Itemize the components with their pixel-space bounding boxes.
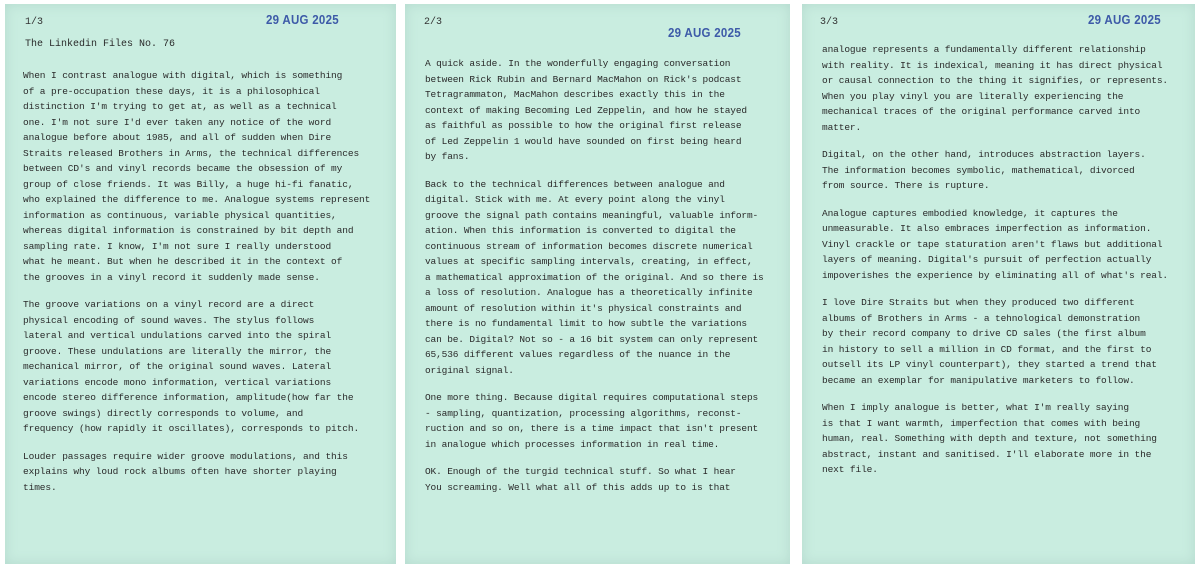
text-line: groove swings) directly corresponds to volume, and bbox=[23, 407, 304, 419]
date-stamp: 29 AUG 2025 bbox=[1088, 13, 1161, 27]
paragraph bbox=[23, 297, 370, 437]
page-number: 2/3 bbox=[424, 17, 443, 28]
text-line: variations encode mono information, vertical variations bbox=[23, 376, 332, 388]
text-line: analogue before about 1985, and all of sudden when Dire bbox=[23, 132, 332, 143]
page-number: 1/3 bbox=[25, 17, 44, 28]
page-body bbox=[822, 42, 1168, 490]
text-line: When I imply analogue is better, what I'm really saying bbox=[822, 402, 1129, 413]
text-line: mechanical mirror, of the original sound waves. Lateral bbox=[23, 361, 332, 372]
text-line: 65,536 different values regardless of the nuance in the bbox=[425, 349, 731, 360]
text-line: one. I'm not sure I'd ever taken any notice of the word bbox=[23, 116, 332, 128]
text-line: abstract, instant and sanitised. I'll elaborate more in the bbox=[822, 448, 1152, 460]
text-line: I love Dire Straits but when they produced two different bbox=[822, 297, 1135, 308]
text-line: is that I want warmth, imperfection that comes with being bbox=[822, 417, 1141, 429]
text-line: ation. When this information is converted to digital the bbox=[425, 225, 736, 236]
text-line: Tetragrammaton, MacMahon describes exactly this in the bbox=[425, 89, 725, 100]
text-line: group of close friends. It was Billy, a huge hi-fi fanatic, bbox=[23, 178, 354, 190]
text-line: Digital, on the other hand, introduces abstraction layers. bbox=[822, 149, 1146, 160]
text-line: OK. Enough of the turgid technical stuff. So what I hear bbox=[425, 466, 736, 477]
text-line: human, real. Something with depth and texture, not something bbox=[822, 433, 1157, 444]
paragraph bbox=[425, 464, 764, 495]
text-line: whereas digital information is constrained by bit depth and bbox=[23, 225, 354, 236]
text-line: Back to the technical differences between analogue and bbox=[425, 178, 725, 190]
text-line: When you play vinyl you are literally experiencing the bbox=[822, 90, 1124, 102]
text-line: groove the signal path contains meaningful, valuable inform- bbox=[425, 209, 759, 221]
text-line: The groove variations on a vinyl record are a direct bbox=[23, 299, 315, 310]
paragraph bbox=[425, 390, 764, 452]
text-line: in analogue which processes information in real time. bbox=[425, 438, 720, 450]
text-line: of Led Zeppelin 1 would have sounded on first being heard bbox=[425, 135, 742, 147]
text-line: physical encoding of sound waves. The stylus follows bbox=[23, 314, 315, 326]
text-line: distinction I'm trying to get at, as well as a technical bbox=[23, 101, 337, 112]
document-title: The Linkedin Files No. 76 bbox=[25, 39, 176, 50]
text-line: a mathematical approximation of the original. And so there is bbox=[425, 271, 764, 283]
paragraph bbox=[822, 147, 1168, 194]
text-line: Straits released Brothers in Arms, the technical differences bbox=[23, 147, 360, 159]
text-line: context of making Becoming Led Zeppelin, and how he stayed bbox=[425, 104, 747, 116]
typed-page-1 bbox=[5, 4, 396, 564]
text-line: as faithful as possible to how the original first release bbox=[425, 120, 742, 131]
text-line: albums of Brothers in Arms - a tehnological demonstration bbox=[822, 312, 1141, 324]
text-line: matter. bbox=[822, 121, 862, 133]
text-line: frequency (how rapidly it oscillates), corresponds to pitch. bbox=[23, 423, 360, 434]
page-body bbox=[425, 56, 764, 507]
paragraph bbox=[425, 177, 764, 379]
paragraph bbox=[822, 42, 1168, 135]
text-line: from source. There is rupture. bbox=[822, 180, 990, 191]
text-line: between Rick Rubin and Bernard MacMahon on Rick's podcast bbox=[425, 73, 742, 85]
text-line: the grooves in a vinyl record it suddenly made sense. bbox=[23, 271, 320, 283]
text-line: next file. bbox=[822, 464, 878, 475]
page-body bbox=[23, 68, 370, 507]
text-line: Vinyl crackle or tape staturation aren't flaws but additional bbox=[822, 238, 1163, 250]
text-line: original signal. bbox=[425, 364, 514, 376]
text-line: who explained the difference to me. Analogue systems represent bbox=[23, 194, 371, 205]
text-line: outsell its LP vinyl counterpart), they started a trend that bbox=[822, 359, 1157, 370]
text-line: When I contrast analogue with digital, which is something bbox=[23, 70, 343, 81]
typed-page-3 bbox=[802, 4, 1195, 564]
text-line: continuous stream of information becomes discrete numerical bbox=[425, 240, 753, 252]
text-line: ruction and so on, there is a time impact that isn't present bbox=[425, 423, 759, 434]
text-line: Analogue captures embodied knowledge, it captures the bbox=[822, 207, 1118, 219]
text-line: can be. Digital? Not so - a 16 bit system can only represent bbox=[425, 333, 759, 345]
text-line: or causal connection to the thing it signifies, or represents. bbox=[822, 75, 1169, 86]
text-line: digital. Stick with me. At every point along the vinyl bbox=[425, 194, 725, 205]
paragraph bbox=[822, 400, 1168, 478]
text-line: of a pre-occupation these days, it is a philosophical bbox=[23, 85, 320, 97]
text-line: amount of resolution within it's physical constraints and bbox=[425, 302, 742, 314]
text-line: between CD's and vinyl records became the obsession of my bbox=[23, 163, 343, 174]
paragraph bbox=[23, 449, 370, 496]
text-line: there is no fundamental limit to how subtle the variations bbox=[425, 318, 747, 329]
text-line: layers of meaning. Digital's pursuit of perfection actually bbox=[822, 254, 1152, 265]
text-line: by fans. bbox=[425, 151, 470, 162]
text-line: You screaming. Well what all of this adds up to is that bbox=[425, 481, 731, 493]
text-line: encode stereo difference information, amplitude(how far the bbox=[23, 392, 354, 403]
text-line: mechanical traces of the original performance carved into bbox=[822, 106, 1141, 117]
text-line: impoverishes the experience by eliminating all of what's real. bbox=[822, 269, 1169, 281]
text-line: unmeasurable. It also embraces imperfection as information. bbox=[822, 223, 1152, 234]
text-line: - sampling, quantization, processing algorithms, reconst- bbox=[425, 407, 742, 419]
text-line: times. bbox=[23, 481, 57, 493]
text-line: The information becomes symbolic, mathematical, divorced bbox=[822, 164, 1135, 176]
text-line: lateral and vertical undulations carved into the spiral bbox=[23, 330, 332, 341]
date-stamp: 29 AUG 2025 bbox=[266, 13, 339, 27]
text-line: One more thing. Because digital requires computational steps bbox=[425, 392, 759, 403]
text-line: values at specific sampling intervals, creating, in effect, bbox=[425, 256, 753, 267]
text-line: by their record company to drive CD sales (the first album bbox=[822, 328, 1146, 339]
text-line: in history to sell a million in CD format, and the first to bbox=[822, 343, 1152, 355]
text-line: Louder passages require wider groove modulations, and this bbox=[23, 450, 348, 462]
text-line: explains why loud rock albums often have shorter playing bbox=[23, 466, 337, 477]
paragraph bbox=[23, 68, 370, 285]
text-line: became an exemplar for manipulative marketers to follow. bbox=[822, 374, 1135, 386]
typed-page-2 bbox=[405, 4, 790, 564]
date-stamp: 29 AUG 2025 bbox=[668, 26, 741, 40]
text-line: groove. These undulations are literally the mirror, the bbox=[23, 345, 332, 357]
page-number: 3/3 bbox=[820, 17, 839, 28]
paragraph bbox=[822, 206, 1168, 284]
text-line: sampling rate. I know, I'm not sure I really understood bbox=[23, 240, 332, 252]
paragraph bbox=[425, 56, 764, 165]
paragraph bbox=[822, 295, 1168, 388]
text-line: a loss of resolution. Analogue has a theoretically infinite bbox=[425, 287, 753, 298]
text-line: what he meant. But when he described it in the context of bbox=[23, 256, 343, 267]
text-line: with reality. It is indexical, meaning it has direct physical bbox=[822, 59, 1163, 71]
text-line: analogue represents a fundamentally different relationship bbox=[822, 44, 1146, 55]
text-line: information as continuous, variable physical quantities, bbox=[23, 209, 337, 221]
text-line: A quick aside. In the wonderfully engaging conversation bbox=[425, 58, 731, 69]
